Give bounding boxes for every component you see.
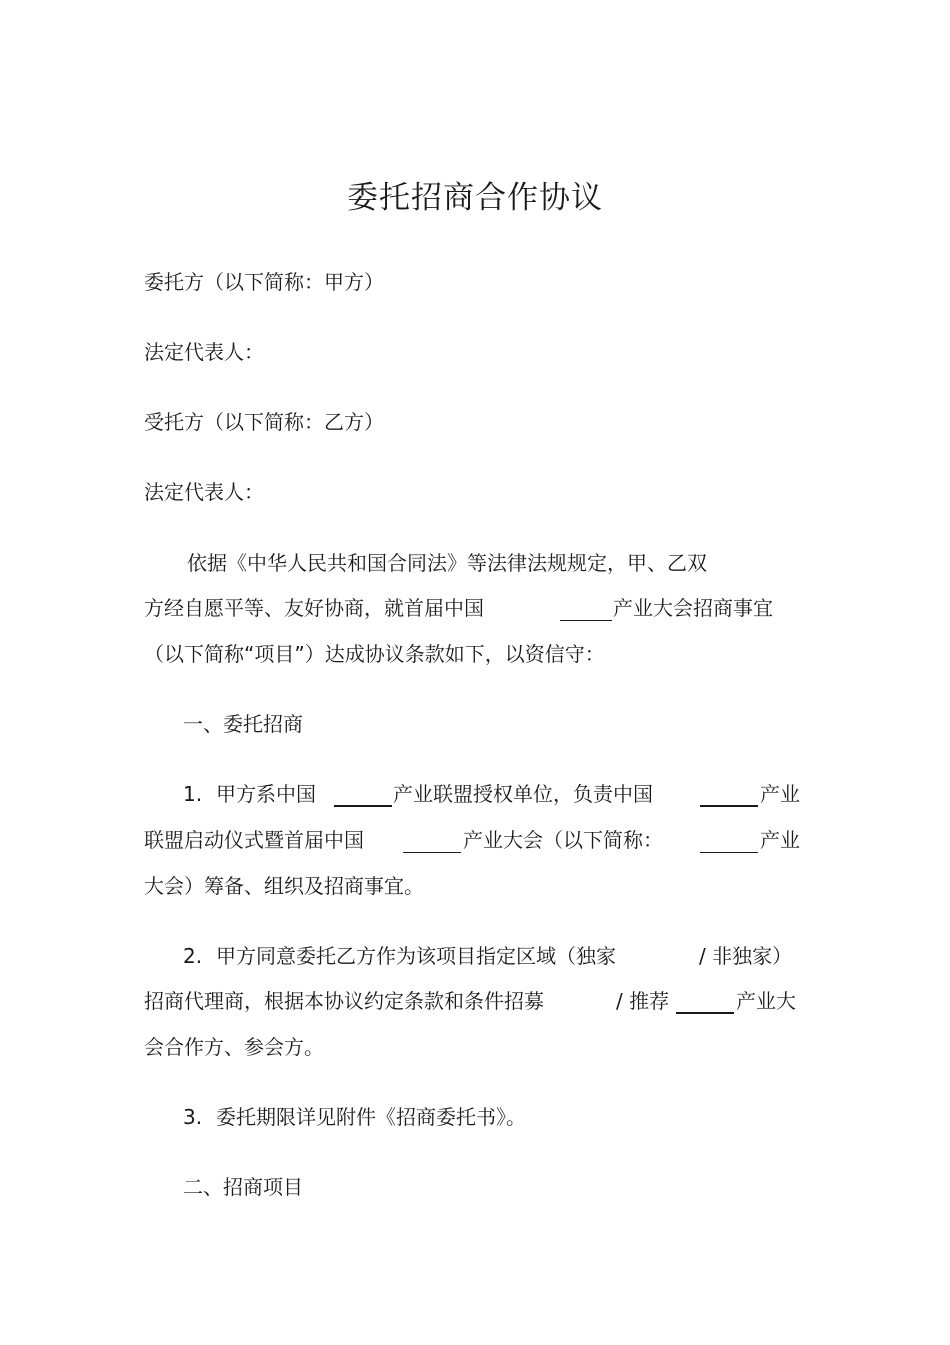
preamble-line-2b: 产业大会招商事宜 — [613, 596, 773, 620]
item-2-number: 2. — [183, 944, 203, 968]
fill-blank — [700, 852, 758, 853]
preamble-line-3: （以下简称“项目”）达成协议条款如下，以资信守： — [144, 642, 605, 666]
item-1-line-1b: 产业联盟授权单位，负责中国 — [393, 782, 653, 806]
item-1-number: 1. — [183, 782, 203, 806]
item-1-line-2c: 产业 — [760, 828, 800, 852]
fill-blank — [403, 852, 461, 853]
item-1-line-3: 大会）筹备、组织及招商事宜。 — [144, 874, 424, 898]
item-1-line-1c: 产业 — [760, 782, 800, 806]
item-1-line-2b: 产业大会（以下简称： — [463, 828, 663, 852]
fill-blank — [676, 1012, 734, 1014]
item-2-line-2b: / 推荐 — [616, 989, 670, 1013]
fill-blank — [560, 620, 612, 621]
fill-blank — [700, 805, 758, 807]
item-2-line-3: 会合作方、参会方。 — [144, 1035, 324, 1059]
item-2-line-2c: 产业大 — [736, 989, 796, 1013]
section-2-heading: 二、招商项目 — [183, 1175, 303, 1199]
item-3-text: 委托期限详见附件《招商委托书》。 — [216, 1105, 526, 1129]
preamble-line-2a: 方经自愿平等、友好协商，就首届中国 — [144, 596, 484, 620]
party-b-representative-line: 法定代表人： — [144, 480, 264, 504]
party-b-line: 受托方（以下简称：乙方） — [144, 410, 384, 434]
party-a-representative-line: 法定代表人： — [144, 340, 264, 364]
item-1-line-2a: 联盟启动仪式暨首届中国 — [144, 828, 364, 852]
section-1-heading: 一、委托招商 — [183, 712, 303, 736]
item-1-line-1a: 甲方系中国 — [216, 782, 316, 806]
item-3-number: 3. — [183, 1105, 203, 1129]
item-2-line-2a: 招商代理商，根据本协议约定条款和条件招募 — [144, 989, 544, 1013]
fill-blank — [334, 805, 392, 807]
item-2-line-1b: / 非独家） — [699, 944, 793, 968]
preamble-line-1: 依据《中华人民共和国合同法》等法律法规规定，甲、乙双 — [187, 551, 707, 575]
party-a-line: 委托方（以下简称：甲方） — [144, 270, 384, 294]
item-2-line-1a: 甲方同意委托乙方作为该项目指定区域（独家 — [216, 944, 616, 968]
document-title: 委托招商合作协议 — [347, 180, 603, 216]
